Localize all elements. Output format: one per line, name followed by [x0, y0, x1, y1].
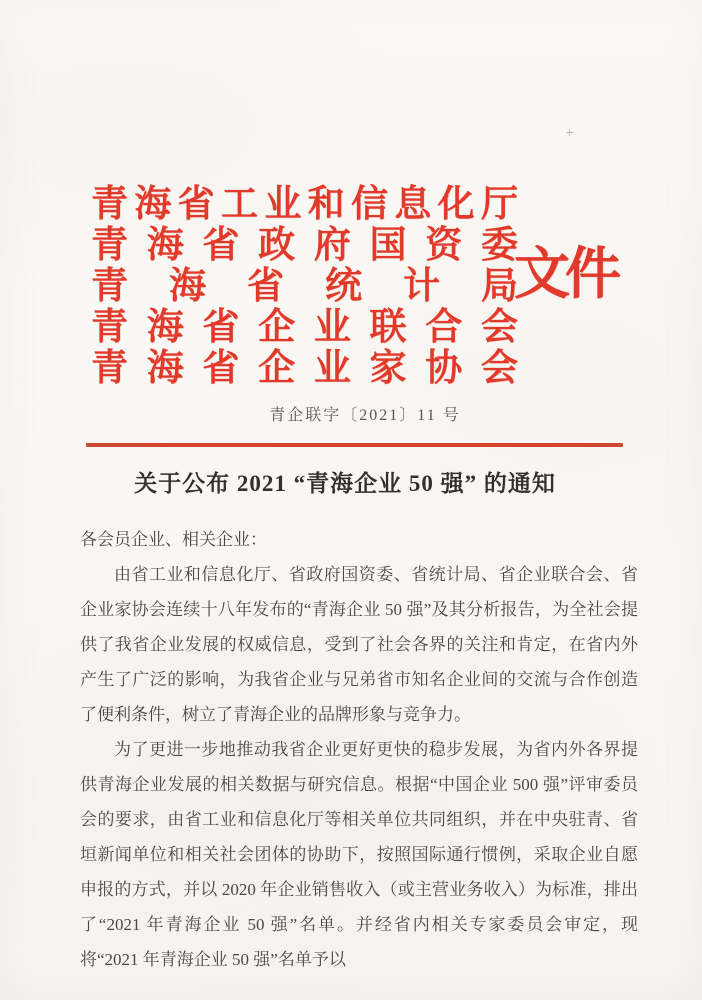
document-body — [80, 522, 638, 977]
document-number: 青企联字〔2021〕11 号 — [269, 407, 461, 424]
body-paragraph-1: 由省工业和信息化厅、省政府国资委、省统计局、省企业联合会、省企业家协会连续十八年发布的“青海企业 50 强”及其分析报告，为全社会提供了我省企业发展的权威信息，受到了社会各界的关注和肯定，在省内外产生了广泛的影响，为我省企业与兄弟省市知名企业间的交流与合作创造了便利条件，树立了青海企业的品牌形象与竞争力。 — [80, 565, 638, 724]
red-letterhead — [91, 179, 518, 389]
letterhead-org-2: 青 海 省 政 府 国 资 委 — [91, 224, 518, 266]
letterhead-org-1: 青 海 省 工 业 和 信 息 化 厅 — [91, 183, 518, 225]
letterhead-org-3: 青 海 省 统 计 局 — [91, 265, 518, 307]
body-paragraph-2: 为了更进一步地推动我省企业更好更快的稳步发展，为省内外各界提供青海企业发展的相关数据与研究信息。根据“中国企业 500 强”评审委员会的要求，由省工业和信息化厅等相关单位共同组织，并在中央驻青、省垣新闻单位和相关社会团体的协助下，按照国际通行惯例，采取企业自愿申报的方式，并以 2020 年企业销售收入（或主营业务收入）为标准，排出了“2021 年青海企业 50 强”名单。并经省内相关专家委员会审定，现将“2021 年青海企业 50 强”名单予以 — [80, 740, 638, 969]
scanner-registration-mark: + — [565, 126, 575, 139]
letterhead-org-4: 青 海 省 企 业 联 合 会 — [91, 306, 518, 348]
salutation-line: 各会员企业、相关企业： — [80, 530, 267, 549]
document-title: 关于公布 2021 “青海企业 50 强” 的通知 — [134, 471, 556, 496]
red-divider-rule — [86, 443, 623, 447]
letterhead-org-5: 青 海 省 企 业 家 协 会 — [91, 347, 518, 389]
wenjian-label: 文件 — [514, 244, 616, 306]
